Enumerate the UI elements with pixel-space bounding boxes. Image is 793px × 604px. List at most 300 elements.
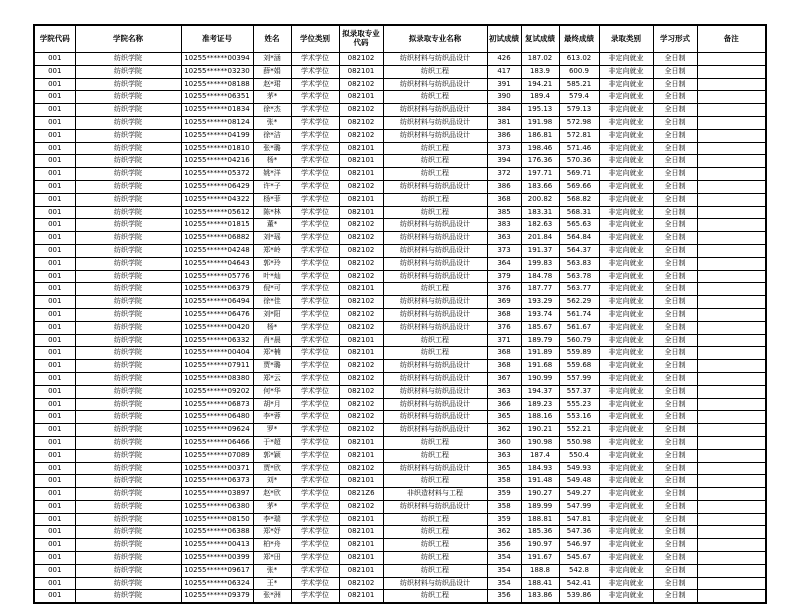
cell-retest_score: 194.37 — [521, 385, 559, 398]
cell-major_code: 082101 — [339, 564, 383, 577]
cell-major_code: 082101 — [339, 334, 383, 347]
cell-exam_id: 10255******05372 — [181, 168, 253, 181]
cell-final_score: 563.78 — [559, 270, 599, 283]
cell-admission_category: 非定向就业 — [599, 129, 653, 142]
table-row — [34, 257, 766, 270]
cell-major_code: 082101 — [339, 436, 383, 449]
cell-college_code: 001 — [34, 347, 75, 360]
cell-degree_type: 学术学位 — [291, 129, 339, 142]
cell-admission_category: 非定向就业 — [599, 411, 653, 424]
cell-remarks — [697, 552, 766, 565]
cell-degree_type: 学术学位 — [291, 334, 339, 347]
header-row — [34, 25, 766, 53]
cell-name: 薛*娟 — [253, 65, 291, 78]
cell-college_name: 纺织学院 — [75, 219, 181, 232]
cell-final_score: 563.77 — [559, 283, 599, 296]
cell-college_code: 001 — [34, 539, 75, 552]
cell-major_code: 0821Z6 — [339, 488, 383, 501]
cell-name: 贾*欣 — [253, 462, 291, 475]
cell-exam_id: 10255******00404 — [181, 347, 253, 360]
cell-name: 郑*田 — [253, 552, 291, 565]
cell-college_name: 纺织学院 — [75, 500, 181, 513]
cell-admission_category: 非定向就业 — [599, 168, 653, 181]
cell-retest_score: 190.21 — [521, 424, 559, 437]
cell-retest_score: 190.98 — [521, 436, 559, 449]
column-header-exam_id: 准考证号 — [181, 25, 253, 53]
cell-retest_score: 191.98 — [521, 116, 559, 129]
cell-study_mode: 全日制 — [653, 398, 697, 411]
cell-remarks — [697, 488, 766, 501]
cell-major_name: 纺织材料与纺织品设计 — [383, 116, 487, 129]
cell-college_name: 纺织学院 — [75, 180, 181, 193]
cell-final_score: 549.93 — [559, 462, 599, 475]
cell-remarks — [697, 232, 766, 245]
table-row — [34, 53, 766, 66]
cell-admission_category: 非定向就业 — [599, 104, 653, 117]
cell-degree_type: 学术学位 — [291, 436, 339, 449]
cell-remarks — [697, 129, 766, 142]
cell-admission_category: 非定向就业 — [599, 564, 653, 577]
cell-exam_id: 10255******01815 — [181, 219, 253, 232]
cell-exam_id: 10255******06332 — [181, 334, 253, 347]
cell-major_code: 082102 — [339, 462, 383, 475]
cell-college_code: 001 — [34, 232, 75, 245]
cell-study_mode: 全日制 — [653, 488, 697, 501]
cell-major_code: 082102 — [339, 53, 383, 66]
cell-major_code: 082101 — [339, 347, 383, 360]
cell-initial_score: 358 — [487, 475, 521, 488]
cell-final_score: 549.48 — [559, 475, 599, 488]
cell-study_mode: 全日制 — [653, 539, 697, 552]
table-row — [34, 462, 766, 475]
cell-major_name: 纺织工程 — [383, 564, 487, 577]
cell-major_name: 纺织材料与纺织品设计 — [383, 104, 487, 117]
cell-college_name: 纺织学院 — [75, 232, 181, 245]
cell-college_code: 001 — [34, 488, 75, 501]
cell-final_score: 613.02 — [559, 53, 599, 66]
cell-admission_category: 非定向就业 — [599, 552, 653, 565]
cell-final_score: 559.89 — [559, 347, 599, 360]
cell-final_score: 563.83 — [559, 257, 599, 270]
cell-major_code: 082102 — [339, 78, 383, 91]
cell-remarks — [697, 360, 766, 373]
cell-college_name: 纺织学院 — [75, 65, 181, 78]
cell-name: 胡*月 — [253, 398, 291, 411]
cell-admission_category: 非定向就业 — [599, 232, 653, 245]
cell-major_code: 082102 — [339, 308, 383, 321]
admission-list-sheet — [33, 24, 767, 604]
cell-retest_score: 197.71 — [521, 168, 559, 181]
cell-name: 郑*岭 — [253, 244, 291, 257]
cell-final_score: 559.68 — [559, 360, 599, 373]
cell-retest_score: 190.27 — [521, 488, 559, 501]
cell-degree_type: 学术学位 — [291, 232, 339, 245]
cell-study_mode: 全日制 — [653, 180, 697, 193]
cell-exam_id: 10255******04248 — [181, 244, 253, 257]
cell-major_name: 纺织工程 — [383, 168, 487, 181]
cell-admission_category: 非定向就业 — [599, 462, 653, 475]
cell-college_code: 001 — [34, 411, 75, 424]
cell-name: 许*子 — [253, 180, 291, 193]
cell-study_mode: 全日制 — [653, 590, 697, 603]
cell-college_name: 纺织学院 — [75, 488, 181, 501]
cell-study_mode: 全日制 — [653, 411, 697, 424]
cell-degree_type: 学术学位 — [291, 411, 339, 424]
cell-remarks — [697, 500, 766, 513]
cell-degree_type: 学术学位 — [291, 206, 339, 219]
cell-name: 李*蓉 — [253, 411, 291, 424]
cell-final_score: 564.37 — [559, 244, 599, 257]
table-row — [34, 564, 766, 577]
cell-major_name: 纺织工程 — [383, 475, 487, 488]
cell-final_score: 570.36 — [559, 155, 599, 168]
cell-name: 茅* — [253, 91, 291, 104]
column-header-degree_type: 学位类别 — [291, 25, 339, 53]
cell-study_mode: 全日制 — [653, 526, 697, 539]
cell-major_name: 非织造材料与工程 — [383, 488, 487, 501]
table-row — [34, 577, 766, 590]
column-header-study_mode: 学习形式 — [653, 25, 697, 53]
cell-retest_score: 193.29 — [521, 296, 559, 309]
cell-final_score: 564.84 — [559, 232, 599, 245]
cell-initial_score: 360 — [487, 436, 521, 449]
cell-final_score: 600.9 — [559, 65, 599, 78]
cell-college_code: 001 — [34, 270, 75, 283]
cell-final_score: 569.66 — [559, 180, 599, 193]
cell-major_code: 082101 — [339, 283, 383, 296]
cell-admission_category: 非定向就业 — [599, 398, 653, 411]
cell-study_mode: 全日制 — [653, 155, 697, 168]
cell-degree_type: 学术学位 — [291, 398, 339, 411]
column-header-remarks: 备注 — [697, 25, 766, 53]
cell-major_code: 082102 — [339, 232, 383, 245]
cell-admission_category: 非定向就业 — [599, 424, 653, 437]
table-row — [34, 270, 766, 283]
cell-study_mode: 全日制 — [653, 129, 697, 142]
cell-degree_type: 学术学位 — [291, 321, 339, 334]
cell-major_code: 082102 — [339, 104, 383, 117]
cell-major_name: 纺织材料与纺织品设计 — [383, 372, 487, 385]
table-row — [34, 385, 766, 398]
cell-initial_score: 362 — [487, 424, 521, 437]
cell-final_score: 565.63 — [559, 219, 599, 232]
cell-college_name: 纺织学院 — [75, 475, 181, 488]
column-header-initial_score: 初试成绩 — [487, 25, 521, 53]
table-row — [34, 206, 766, 219]
cell-major_name: 纺织材料与纺织品设计 — [383, 244, 487, 257]
cell-major_name: 纺织材料与纺织品设计 — [383, 270, 487, 283]
cell-name: 徐*佳 — [253, 296, 291, 309]
cell-major_code: 082102 — [339, 116, 383, 129]
cell-remarks — [697, 564, 766, 577]
cell-exam_id: 10255******04216 — [181, 155, 253, 168]
cell-initial_score: 426 — [487, 53, 521, 66]
cell-study_mode: 全日制 — [653, 65, 697, 78]
cell-remarks — [697, 334, 766, 347]
table-row — [34, 116, 766, 129]
table-row — [34, 424, 766, 437]
cell-college_code: 001 — [34, 244, 75, 257]
cell-major_code: 082102 — [339, 577, 383, 590]
cell-name: 郭*玲 — [253, 257, 291, 270]
cell-study_mode: 全日制 — [653, 436, 697, 449]
cell-initial_score: 384 — [487, 104, 521, 117]
table-row — [34, 193, 766, 206]
cell-college_code: 001 — [34, 462, 75, 475]
cell-admission_category: 非定向就业 — [599, 513, 653, 526]
cell-admission_category: 非定向就业 — [599, 590, 653, 603]
cell-retest_score: 195.13 — [521, 104, 559, 117]
cell-name: 郑*云 — [253, 372, 291, 385]
cell-exam_id: 10255******06429 — [181, 180, 253, 193]
cell-name: 杨*菲 — [253, 193, 291, 206]
cell-admission_category: 非定向就业 — [599, 283, 653, 296]
table-row — [34, 475, 766, 488]
cell-major_name: 纺织工程 — [383, 283, 487, 296]
cell-admission_category: 非定向就业 — [599, 206, 653, 219]
cell-study_mode: 全日制 — [653, 577, 697, 590]
cell-admission_category: 非定向就业 — [599, 526, 653, 539]
cell-initial_score: 368 — [487, 360, 521, 373]
cell-major_name: 纺织材料与纺织品设计 — [383, 411, 487, 424]
cell-major_name: 纺织工程 — [383, 590, 487, 603]
cell-name: 姚*洋 — [253, 168, 291, 181]
cell-admission_category: 非定向就业 — [599, 475, 653, 488]
cell-remarks — [697, 577, 766, 590]
cell-name: 于*超 — [253, 436, 291, 449]
cell-final_score: 550.98 — [559, 436, 599, 449]
cell-degree_type: 学术学位 — [291, 104, 339, 117]
cell-name: 郭*颖 — [253, 449, 291, 462]
cell-college_code: 001 — [34, 142, 75, 155]
cell-name: 刘*瑶 — [253, 232, 291, 245]
column-header-major_name: 拟录取专业名称 — [383, 25, 487, 53]
cell-college_code: 001 — [34, 219, 75, 232]
cell-exam_id: 10255******03230 — [181, 65, 253, 78]
cell-retest_score: 183.9 — [521, 65, 559, 78]
cell-initial_score: 391 — [487, 78, 521, 91]
cell-major_name: 纺织材料与纺织品设计 — [383, 462, 487, 475]
cell-college_name: 纺织学院 — [75, 321, 181, 334]
table-row — [34, 539, 766, 552]
cell-admission_category: 非定向就业 — [599, 257, 653, 270]
cell-college_code: 001 — [34, 500, 75, 513]
cell-initial_score: 363 — [487, 449, 521, 462]
cell-exam_id: 10255******06882 — [181, 232, 253, 245]
cell-study_mode: 全日制 — [653, 424, 697, 437]
cell-retest_score: 183.66 — [521, 180, 559, 193]
cell-study_mode: 全日制 — [653, 53, 697, 66]
cell-study_mode: 全日制 — [653, 257, 697, 270]
cell-final_score: 585.21 — [559, 78, 599, 91]
cell-admission_category: 非定向就业 — [599, 270, 653, 283]
cell-exam_id: 10255******06480 — [181, 411, 253, 424]
cell-retest_score: 189.79 — [521, 334, 559, 347]
cell-major_name: 纺织工程 — [383, 539, 487, 552]
table-row — [34, 65, 766, 78]
cell-degree_type: 学术学位 — [291, 500, 339, 513]
cell-admission_category: 非定向就业 — [599, 296, 653, 309]
cell-degree_type: 学术学位 — [291, 116, 339, 129]
cell-remarks — [697, 590, 766, 603]
cell-college_name: 纺织学院 — [75, 168, 181, 181]
cell-name: 张* — [253, 116, 291, 129]
cell-major_code: 082102 — [339, 372, 383, 385]
cell-exam_id: 10255******01810 — [181, 142, 253, 155]
cell-retest_score: 188.8 — [521, 564, 559, 577]
cell-college_name: 纺织学院 — [75, 462, 181, 475]
cell-name: 杨* — [253, 321, 291, 334]
cell-initial_score: 363 — [487, 385, 521, 398]
cell-retest_score: 189.23 — [521, 398, 559, 411]
cell-study_mode: 全日制 — [653, 206, 697, 219]
table-row — [34, 91, 766, 104]
cell-remarks — [697, 53, 766, 66]
cell-remarks — [697, 513, 766, 526]
cell-major_name: 纺织工程 — [383, 142, 487, 155]
cell-initial_score: 363 — [487, 232, 521, 245]
cell-remarks — [697, 424, 766, 437]
cell-college_code: 001 — [34, 53, 75, 66]
cell-final_score: 557.99 — [559, 372, 599, 385]
cell-remarks — [697, 168, 766, 181]
cell-final_score: 572.98 — [559, 116, 599, 129]
cell-study_mode: 全日制 — [653, 244, 697, 257]
table-row — [34, 526, 766, 539]
cell-degree_type: 学术学位 — [291, 296, 339, 309]
cell-degree_type: 学术学位 — [291, 155, 339, 168]
cell-exam_id: 10255******05612 — [181, 206, 253, 219]
cell-college_name: 纺织学院 — [75, 270, 181, 283]
cell-college_name: 纺织学院 — [75, 577, 181, 590]
cell-retest_score: 185.67 — [521, 321, 559, 334]
cell-remarks — [697, 462, 766, 475]
cell-admission_category: 非定向就业 — [599, 180, 653, 193]
cell-degree_type: 学术学位 — [291, 372, 339, 385]
cell-college_name: 纺织学院 — [75, 347, 181, 360]
cell-major_code: 082101 — [339, 513, 383, 526]
cell-initial_score: 366 — [487, 398, 521, 411]
cell-study_mode: 全日制 — [653, 372, 697, 385]
table-row — [34, 142, 766, 155]
cell-exam_id: 10255******08150 — [181, 513, 253, 526]
cell-final_score: 546.97 — [559, 539, 599, 552]
cell-exam_id: 10255******04199 — [181, 129, 253, 142]
cell-remarks — [697, 206, 766, 219]
cell-study_mode: 全日制 — [653, 104, 697, 117]
cell-initial_score: 356 — [487, 590, 521, 603]
cell-initial_score: 359 — [487, 488, 521, 501]
cell-remarks — [697, 78, 766, 91]
column-header-college_name: 学院名称 — [75, 25, 181, 53]
cell-college_name: 纺织学院 — [75, 360, 181, 373]
cell-final_score: 549.27 — [559, 488, 599, 501]
cell-major_code: 082102 — [339, 257, 383, 270]
cell-study_mode: 全日制 — [653, 232, 697, 245]
cell-study_mode: 全日制 — [653, 321, 697, 334]
cell-retest_score: 189.99 — [521, 500, 559, 513]
cell-degree_type: 学术学位 — [291, 308, 339, 321]
cell-major_name: 纺织材料与纺织品设计 — [383, 321, 487, 334]
cell-admission_category: 非定向就业 — [599, 244, 653, 257]
cell-initial_score: 359 — [487, 513, 521, 526]
cell-degree_type: 学术学位 — [291, 360, 339, 373]
cell-admission_category: 非定向就业 — [599, 155, 653, 168]
cell-study_mode: 全日制 — [653, 475, 697, 488]
cell-major_code: 082102 — [339, 219, 383, 232]
cell-name: 徐*洁 — [253, 129, 291, 142]
cell-major_name: 纺织材料与纺织品设计 — [383, 308, 487, 321]
cell-name: 李*瑞 — [253, 513, 291, 526]
cell-major_code: 082101 — [339, 91, 383, 104]
cell-major_code: 082101 — [339, 65, 383, 78]
cell-retest_score: 191.48 — [521, 475, 559, 488]
cell-exam_id: 10255******06380 — [181, 500, 253, 513]
cell-study_mode: 全日制 — [653, 142, 697, 155]
cell-initial_score: 386 — [487, 180, 521, 193]
cell-degree_type: 学术学位 — [291, 219, 339, 232]
cell-major_name: 纺织工程 — [383, 155, 487, 168]
cell-retest_score: 194.21 — [521, 78, 559, 91]
cell-college_name: 纺织学院 — [75, 526, 181, 539]
cell-major_code: 082102 — [339, 360, 383, 373]
cell-degree_type: 学术学位 — [291, 91, 339, 104]
cell-remarks — [697, 155, 766, 168]
cell-major_code: 082101 — [339, 552, 383, 565]
cell-college_code: 001 — [34, 116, 75, 129]
cell-study_mode: 全日制 — [653, 385, 697, 398]
table-row — [34, 347, 766, 360]
cell-major_code: 082101 — [339, 475, 383, 488]
cell-major_name: 纺织工程 — [383, 513, 487, 526]
cell-college_name: 纺织学院 — [75, 372, 181, 385]
cell-final_score: 545.67 — [559, 552, 599, 565]
cell-retest_score: 191.67 — [521, 552, 559, 565]
cell-college_name: 纺织学院 — [75, 78, 181, 91]
cell-major_code: 082101 — [339, 168, 383, 181]
cell-remarks — [697, 270, 766, 283]
cell-major_name: 纺织材料与纺织品设计 — [383, 180, 487, 193]
cell-major_name: 纺织工程 — [383, 436, 487, 449]
cell-admission_category: 非定向就业 — [599, 65, 653, 78]
cell-remarks — [697, 219, 766, 232]
cell-retest_score: 189.4 — [521, 91, 559, 104]
cell-initial_score: 373 — [487, 142, 521, 155]
cell-name: 郑*楠 — [253, 347, 291, 360]
cell-college_name: 纺织学院 — [75, 436, 181, 449]
cell-admission_category: 非定向就业 — [599, 360, 653, 373]
cell-name: 刘* — [253, 475, 291, 488]
cell-degree_type: 学术学位 — [291, 180, 339, 193]
cell-exam_id: 10255******06476 — [181, 308, 253, 321]
cell-major_code: 082101 — [339, 193, 383, 206]
cell-exam_id: 10255******00413 — [181, 539, 253, 552]
cell-major_name: 纺织工程 — [383, 91, 487, 104]
cell-final_score: 557.37 — [559, 385, 599, 398]
cell-degree_type: 学术学位 — [291, 78, 339, 91]
cell-college_code: 001 — [34, 398, 75, 411]
cell-college_name: 纺织学院 — [75, 539, 181, 552]
cell-retest_score: 198.46 — [521, 142, 559, 155]
cell-degree_type: 学术学位 — [291, 193, 339, 206]
cell-remarks — [697, 436, 766, 449]
cell-major_code: 082101 — [339, 539, 383, 552]
cell-study_mode: 全日制 — [653, 513, 697, 526]
cell-college_code: 001 — [34, 283, 75, 296]
cell-degree_type: 学术学位 — [291, 488, 339, 501]
cell-retest_score: 200.82 — [521, 193, 559, 206]
cell-college_code: 001 — [34, 129, 75, 142]
